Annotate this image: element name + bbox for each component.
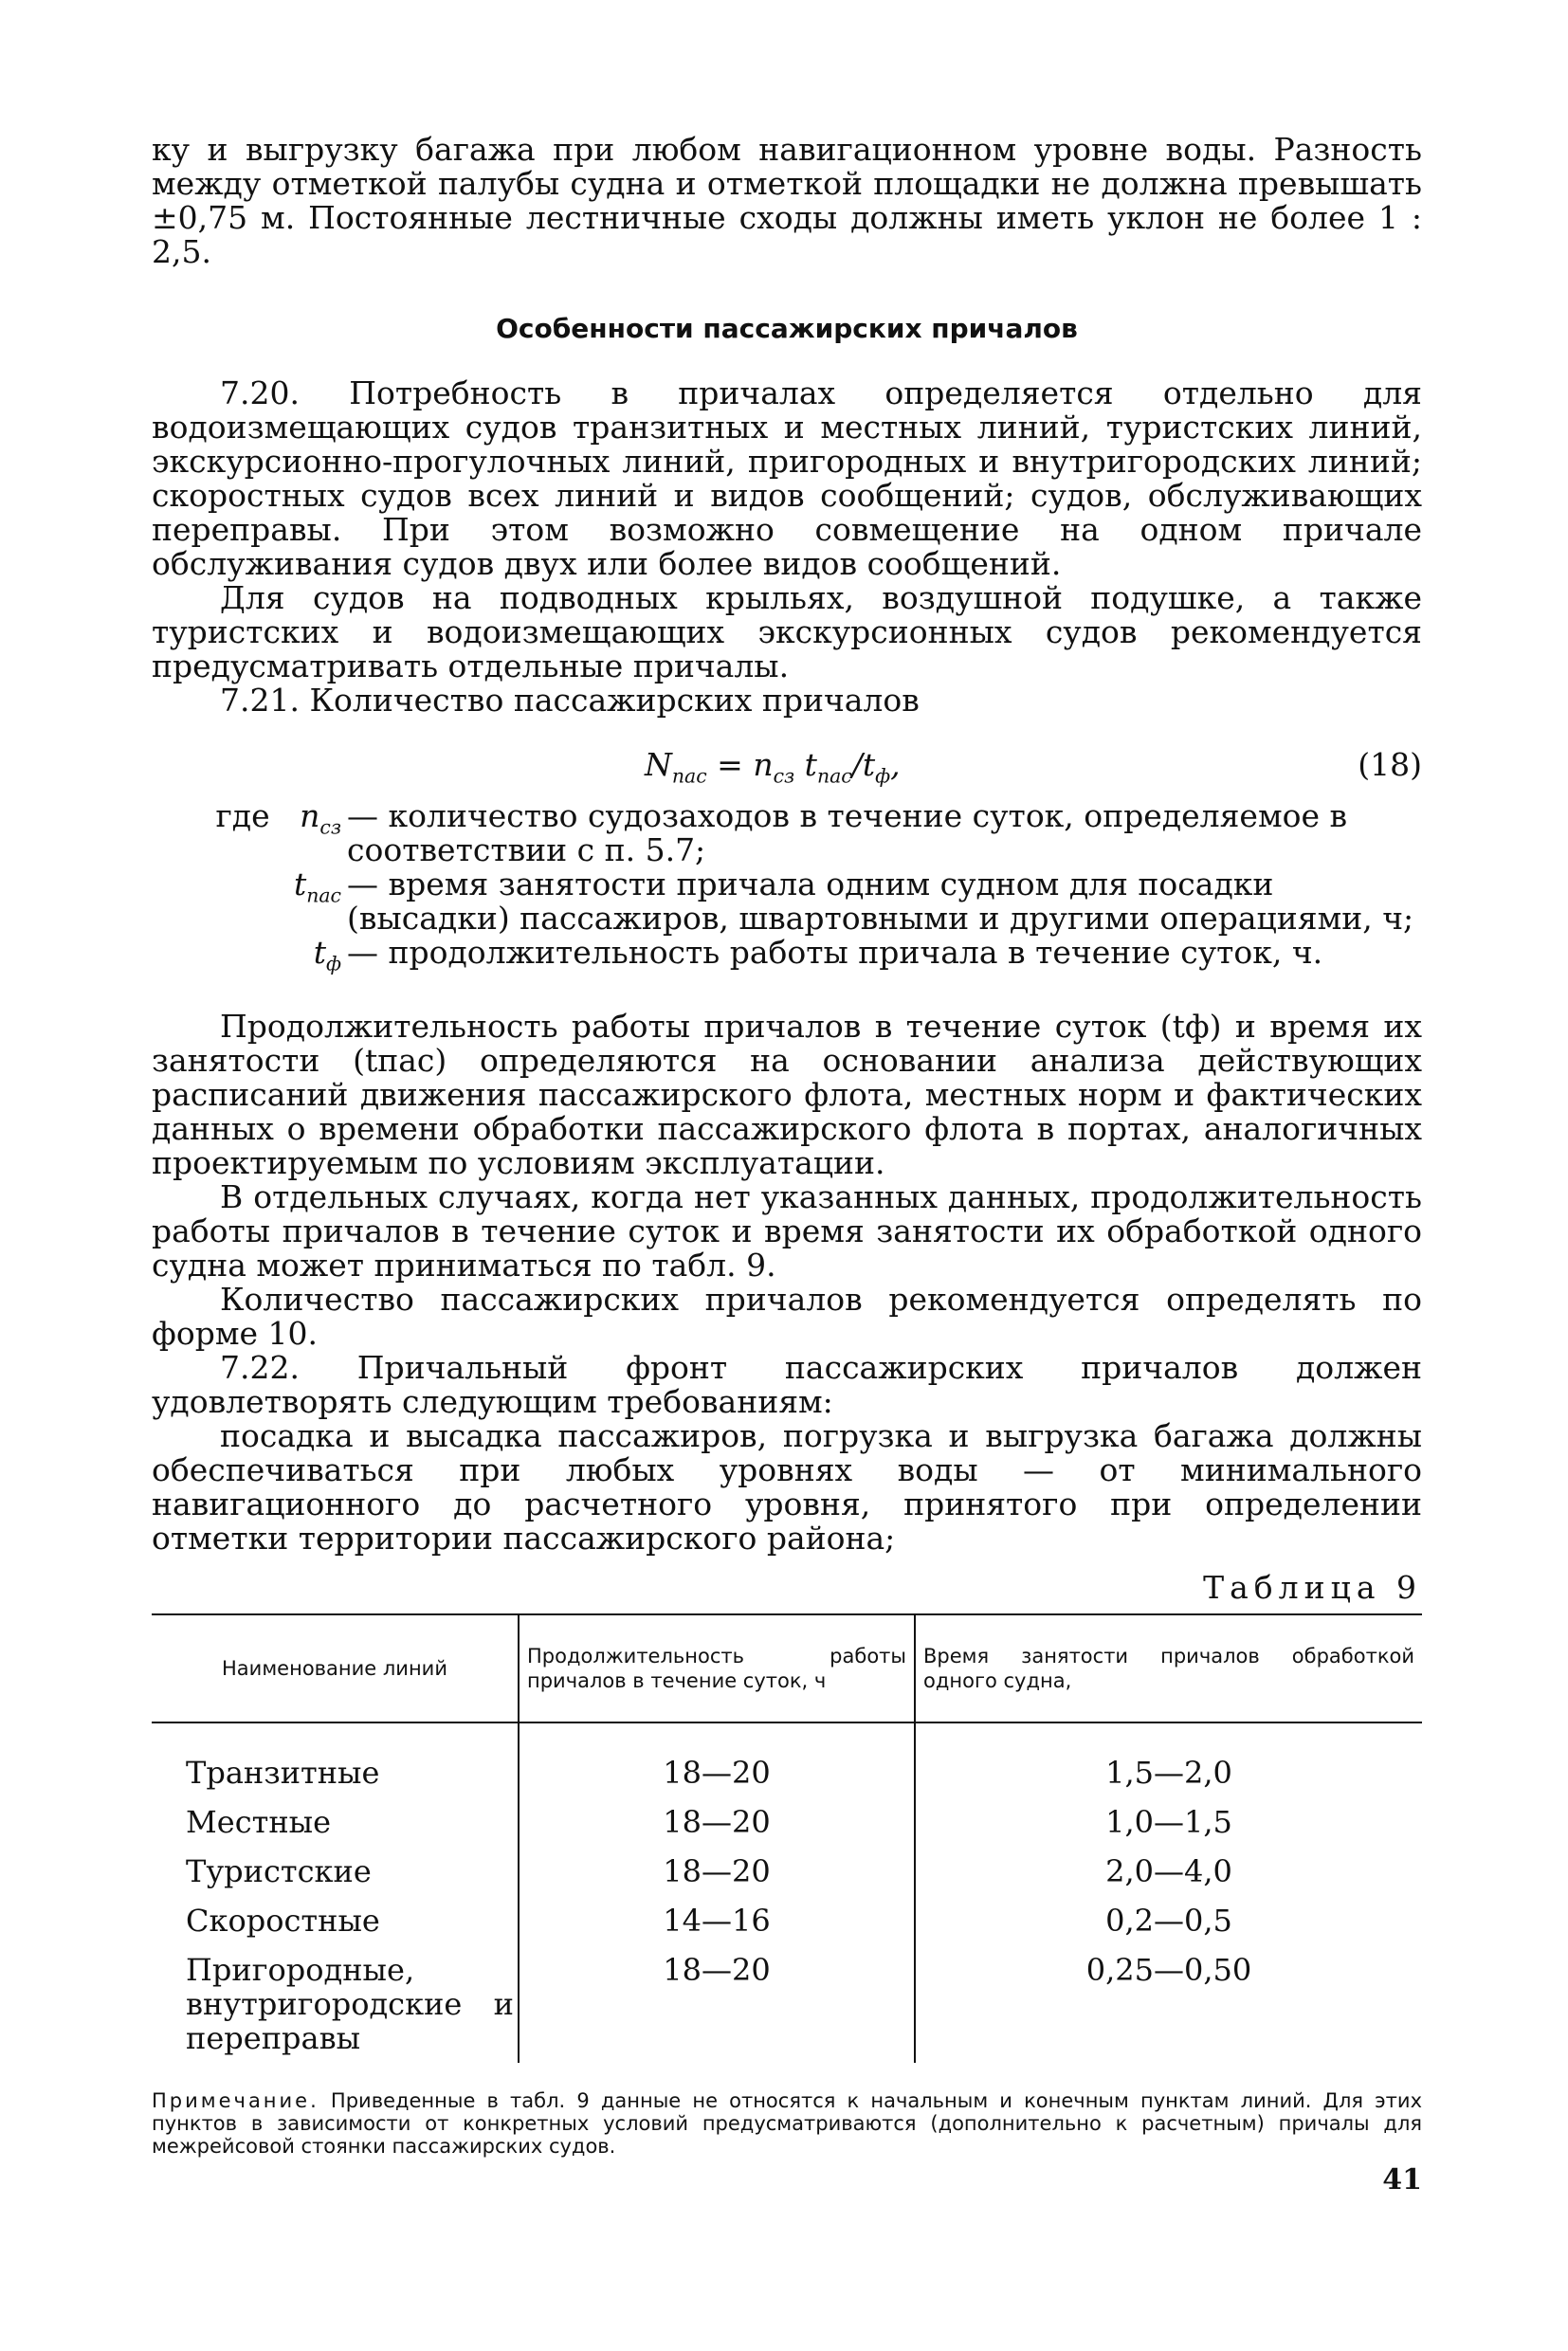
paragraph-form: Количество пассажирских причалов рекомендуется определять по форме 10. xyxy=(152,1280,1422,1352)
header-duration: Продолжительность работы причалов в течение суток, ч xyxy=(519,1614,915,1722)
table-9 xyxy=(152,1613,1422,2063)
table-row: Скоростные 14—16 0,2—0,5 xyxy=(152,1896,1422,1945)
header-occupancy: Время занятости причалов обработкой одного судна, xyxy=(915,1614,1422,1722)
formula-number: (18) xyxy=(1358,746,1422,783)
paragraph-7-21: 7.21. Количество пассажирских причалов xyxy=(220,682,920,719)
table-row: Туристские 18—20 2,0—4,0 xyxy=(152,1847,1422,1896)
page-number: 41 xyxy=(1382,2163,1422,2196)
definition-item: $t_{пас}$ — время занятости причала одним судном для посадки (высадки) пассажиров, швартовными и другими операциями, ч; xyxy=(293,866,1414,937)
formula-18 xyxy=(152,735,1422,792)
table-row: Транзитные 18—20 1,5—2,0 xyxy=(152,1722,1422,1797)
paragraph-boarding: посадка и высадка пассажиров, погрузка и выгрузка багажа должны обеспечиваться при любых уровнях воды — от минимального навигационного до расчетного уровня, принятого при определении отметки территории пассажирского района; xyxy=(152,1416,1422,1557)
paragraph-7-22: 7.22. Причальный фронт пассажирских причалов должен удовлетворять следующим требованиям: xyxy=(152,1348,1422,1420)
definitions-list xyxy=(152,799,1422,981)
header-line-name: Наименование линий xyxy=(152,1614,519,1722)
table-row: Местные 18—20 1,0—1,5 xyxy=(152,1797,1422,1847)
paragraph-7-20: 7.20. Потребность в причалах определяется отдельно для водоизмещающих судов транзитных и местных линий, туристских линий, экскурсионно-прогулочных линий, пригородных и внутригородских линий; скоростных судов всех линий и видов сообщений; судов, обслуживающих переправы. При этом возможно совмещение на одном причале обслуживания судов двух или более видов сообщений. xyxy=(152,374,1422,582)
note-label: Примечание. xyxy=(152,2088,319,2112)
page-content xyxy=(152,133,1422,2158)
paragraph-hydrofoil: Для судов на подводных крыльях, воздушной подушке, а также туристских и водоизмещающих экскурсионных судов рекомендуется предусматривать отдельные причалы. xyxy=(152,579,1422,684)
intro-paragraph: ку и выгрузку багажа при любом навигационном уровне воды. Разность между отметкой палубы судна и отметкой площадки не должна превышать ±0,75 м. Постоянные лестничные сходы должны иметь уклон не более 1 : 2,5. xyxy=(152,131,1422,270)
table-row: Пригородные, внутригородские и переправы 18—20 0,25—0,50 xyxy=(152,1945,1422,2063)
section-title: Особенности пассажирских причалов xyxy=(496,313,1078,344)
paragraph-duration: Продолжительность работы причалов в течение суток (tф) и время их занятости (tпас) определяются на основании анализа действующих расписаний движения пассажирского флота, местных норм и фактических данных о времени обработки пассажирского флота в портах, аналогичных проектируемым по условиям эксплуатации. xyxy=(152,1007,1422,1181)
paragraph-special-cases: В отдельных случаях, когда нет указанных данных, продолжительность работы причалов в течение суток и время занятости их обработкой одного судна может приниматься по табл. 9. xyxy=(152,1177,1422,1284)
definition-item: $t_ф$ — продолжительность работы причала в течение суток, ч. xyxy=(313,934,1323,975)
definition-item: где $n_{сз}$ — количество судозаходов в течение суток, определяемое в соответствии с п. 5.7; xyxy=(215,797,1348,868)
table-caption: Таблица 9 xyxy=(1203,1568,1422,1606)
table-note xyxy=(152,2089,1422,2158)
formula-expression: $N_{пас} = n_{сз}$ $t_{пас}/t_ф$, xyxy=(645,746,901,788)
table-header-row xyxy=(152,1614,1422,1722)
note-text: Приведенные в табл. 9 данные не относятся к начальным и конечным пунктам линий. Для этих пунктов в зависимости от конкретных условий предусматриваются (дополнительно к расчетным) причалы для межрейсовой стоянки пассажирских судов. xyxy=(152,2088,1422,2158)
